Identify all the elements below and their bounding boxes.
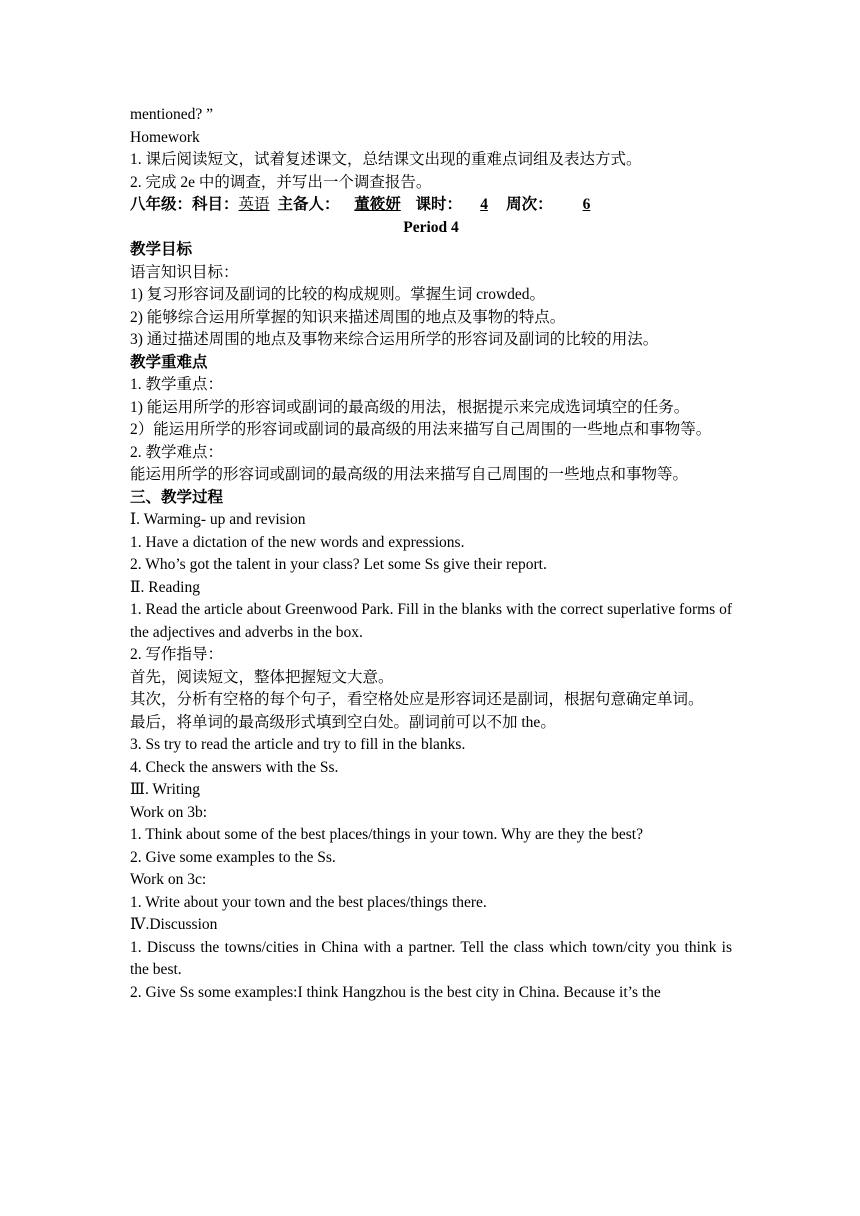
- period-label: 课时：: [415, 196, 463, 213]
- text-line: Work on 3c:: [130, 871, 207, 888]
- text-line: 2. 教学难点：: [130, 443, 224, 461]
- text-paragraph: 1) 能运用所学的形容词或副词的最高级的用法，根据提示来完成选词填空的任务。: [130, 398, 690, 416]
- text-line: Ⅱ. Reading: [130, 578, 200, 596]
- text-paragraph: 2）能运用所学的形容词或副词的最高级的用法来描写自己周围的一些地点和事物等。: [130, 421, 712, 438]
- text-line: 2. 写作指导：: [130, 646, 224, 663]
- document-body: [130, 104, 732, 1004]
- section-heading-key-points: 教学重难点: [130, 353, 208, 371]
- subject-value: 英语: [238, 196, 270, 213]
- text-line: 2. Give Ss some examples:I think Hangzhou is the best city in China. Because it’s the: [130, 983, 661, 1001]
- lesson-header: [130, 194, 732, 217]
- section-heading-process: 三、教学过程: [130, 488, 224, 506]
- text-line: 最后，将单词的最高级形式填到空白处。副词前可以不加 the。: [130, 713, 556, 731]
- text-line: Ⅳ.Discussion: [130, 916, 218, 933]
- text-paragraph: 1. Read the article about Greenwood Park. Fill in the blanks with the correct superlative forms of the adjectives and adverbs in the box.: [130, 601, 732, 641]
- text-line: 2. Give some examples to the Ss.: [130, 848, 336, 866]
- preparer-value: 董筱妍: [354, 196, 401, 213]
- preparer-label: 主备人：: [277, 196, 340, 213]
- text-line: Ⅰ. Warming- up and revision: [130, 511, 306, 528]
- text-line: 1) 复习形容词及副词的比较的构成规则。掌握生词 crowded。: [130, 286, 546, 303]
- week-label: 周次：: [506, 196, 553, 213]
- text-line: 1. Have a dictation of the new words and expressions.: [130, 533, 465, 551]
- text-line: 2. Who’s got the talent in your class? Let some Ss give their report.: [130, 556, 547, 573]
- text-paragraph: 其次，分析有空格的每个句子，看空格处应是形容词还是副词，根据句意确定单词。: [130, 691, 704, 708]
- text-line: 4. Check the answers with the Ss.: [130, 758, 339, 776]
- period-title: Period 4: [403, 218, 459, 236]
- text-line: Ⅲ. Writing: [130, 781, 201, 798]
- text-line: 2) 能够综合运用所掌握的知识来描述周围的地点及事物的特点。: [130, 308, 566, 326]
- section-heading-homework: Homework: [130, 128, 200, 146]
- text-line: mentioned? ”: [130, 106, 214, 123]
- grade-subject-label: 八年级：科目：: [130, 196, 239, 213]
- text-paragraph: 能运用所学的形容词或副词的最高级的用法来描写自己周围的一些地点和事物等。: [130, 466, 689, 483]
- text-line: 1. Write about your town and the best places/things there.: [130, 893, 487, 911]
- text-line: 首先，阅读短文，整体把握短文大意。: [130, 668, 394, 686]
- week-value: 6: [582, 196, 591, 213]
- text-line: 1. Think about some of the best places/things in your town. Why are they the best?: [130, 826, 643, 843]
- text-line: 2. 完成 2e 中的调查，并写出一个调查报告。: [130, 173, 432, 191]
- text-line: 1. 课后阅读短文，试着复述课文，总结课文出现的重难点词组及表达方式。: [130, 151, 642, 168]
- text-line: 3. Ss try to read the article and try to fill in the blanks.: [130, 736, 466, 753]
- text-line: 1. 教学重点：: [130, 376, 224, 393]
- text-line: 3) 通过描述周围的地点及事物来综合运用所学的形容词及副词的比较的用法。: [130, 331, 659, 348]
- text-line: 语言知识目标：: [130, 263, 239, 281]
- period-value: 4: [480, 196, 488, 213]
- text-line: Work on 3b:: [130, 803, 208, 821]
- text-paragraph: 1. Discuss the towns/cities in China with a partner. Tell the class which town/city you think is the best.: [130, 938, 732, 978]
- section-heading-objectives: 教学目标: [130, 241, 193, 258]
